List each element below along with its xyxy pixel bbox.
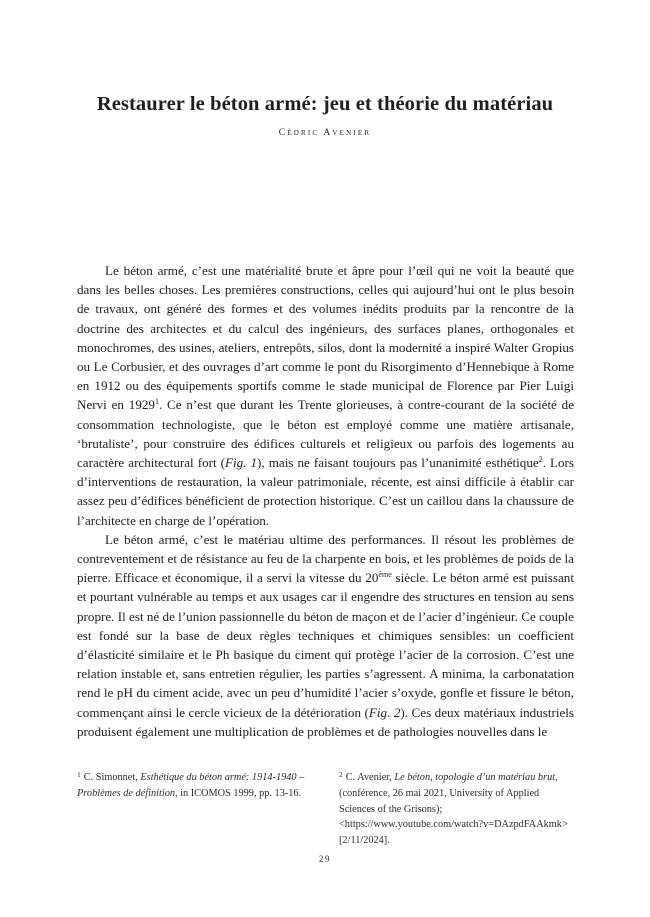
footnote-ref-1: 1 <box>154 397 159 407</box>
text-run: . Ce n’est que durant les Trente glorieuses, à contre-courant de la société de consommation technologiste, que le béton est employé comme une matière artisanale, ‘brutaliste’, pour construire des édifices culturels et religieux ou parfois des logements au caractère architectural fort ( <box>77 397 575 471</box>
footnote-text: C. Simonnet, <box>83 772 141 783</box>
text-run: Le béton armé, c’est le matériau ultime des performances. Il résout les problèmes de contreventement et de résistance au feu de la charpente en bois, et les problèmes de poids de la pierre. Efficace et économique, il a servi la vitesse du 20 <box>77 531 574 586</box>
text-run: . Lors d’interventions de restauration, la valeur patrimoniale, récente, est ainsi difficile à établir car assez peu d’édifices bénéficient de protection historique. C’est un caillou dans la chaussure de l’architecte en charge de l’opération. <box>77 455 574 528</box>
footnote-ref-2: 2 <box>538 455 543 465</box>
footnote-title: Esthétique du béton armé: 1914-1940 – Problèmes de définition <box>77 772 305 799</box>
footnote-2 <box>339 770 574 849</box>
paragraph-1 <box>77 261 574 530</box>
text-run: ), mais ne faisant toujours pas l’unanimité esthétique <box>257 455 539 471</box>
footnote-text: , in ICOMOS 1999, pp. 13-16. <box>175 787 302 799</box>
figure-ref-1: Fig. 1 <box>225 455 258 471</box>
footnote-1 <box>77 770 312 802</box>
article-title: Restaurer le béton armé: jeu et théorie du matériau <box>96 93 554 115</box>
footnote-text: C. Avenier, <box>345 772 395 783</box>
article-body <box>77 261 574 741</box>
footnote-text: , (conférence, 26 mai 2021, University of Applied Sciences of the Grisons); <https://www.youtube.com/watch?v=DAzpdFAAkmk> [2/11/2024]. <box>339 772 568 847</box>
figure-ref-2: Fig. 2 <box>368 704 401 720</box>
footnote-number: 1 <box>77 770 81 779</box>
footnote-number: 2 <box>339 770 343 779</box>
ordinal-superscript: ème <box>378 570 392 580</box>
page-number: 29 <box>319 854 331 864</box>
paragraph-2 <box>77 530 574 741</box>
footnote-title: Le béton, topologie d’un matériau brut <box>394 772 556 783</box>
article-author: Cédric Avenier <box>278 128 372 138</box>
text-run: siècle. Le béton armé est puissant et pourtant vulnérable au temps et aux usages car il engendre des structures en tension au sens propre. Il est né de l’union passionnelle du béton de maçon et de l’acier d’ingénieur. Ce couple est fondé sur la base de deux règles techniques et chimiques sensibles: un coefficient d’élasticité similaire et le Ph basique du ciment qui protège l’acier de la corrosion. C’est une relation instable et, sans entretien régulier, les parties s’agressent. A minima, la carbonatation rend le pH du ciment acide, avec un peu d’humidité l’acier s’oxyde, gonfle et fissure le béton, commençant ainsi le cercle vicieux de la détérioration ( <box>77 570 574 720</box>
text-run: Le béton armé, c’est une matérialité brute et âpre pour l’œil qui ne voit la beauté que dans les belles choses. Les premières constructions, celles qui aujourd’hui ont le plus besoin de travaux, ont généré des formes et des volumes inédits produits par la rencontre de la doctrine des architectes et du calcul des ingénieurs, des surfaces planes, orthogonales et monochromes, des usines, ateliers, entrepôts, silos, dont la modernité a inspiré Walter Gropius ou Le Corbusier, et des ouvrages d’art comme le pont du Risorgimento d’Hennebique à Rome en 1912 ou des équipements sportifs comme le stade municipal de Florence par Pier Luigi Nervi en 1929 <box>77 263 574 413</box>
text-run: ). Ces deux matériaux industriels produisent également une multiplication de problèmes et de pathologies nouvelles dans le <box>77 704 575 739</box>
